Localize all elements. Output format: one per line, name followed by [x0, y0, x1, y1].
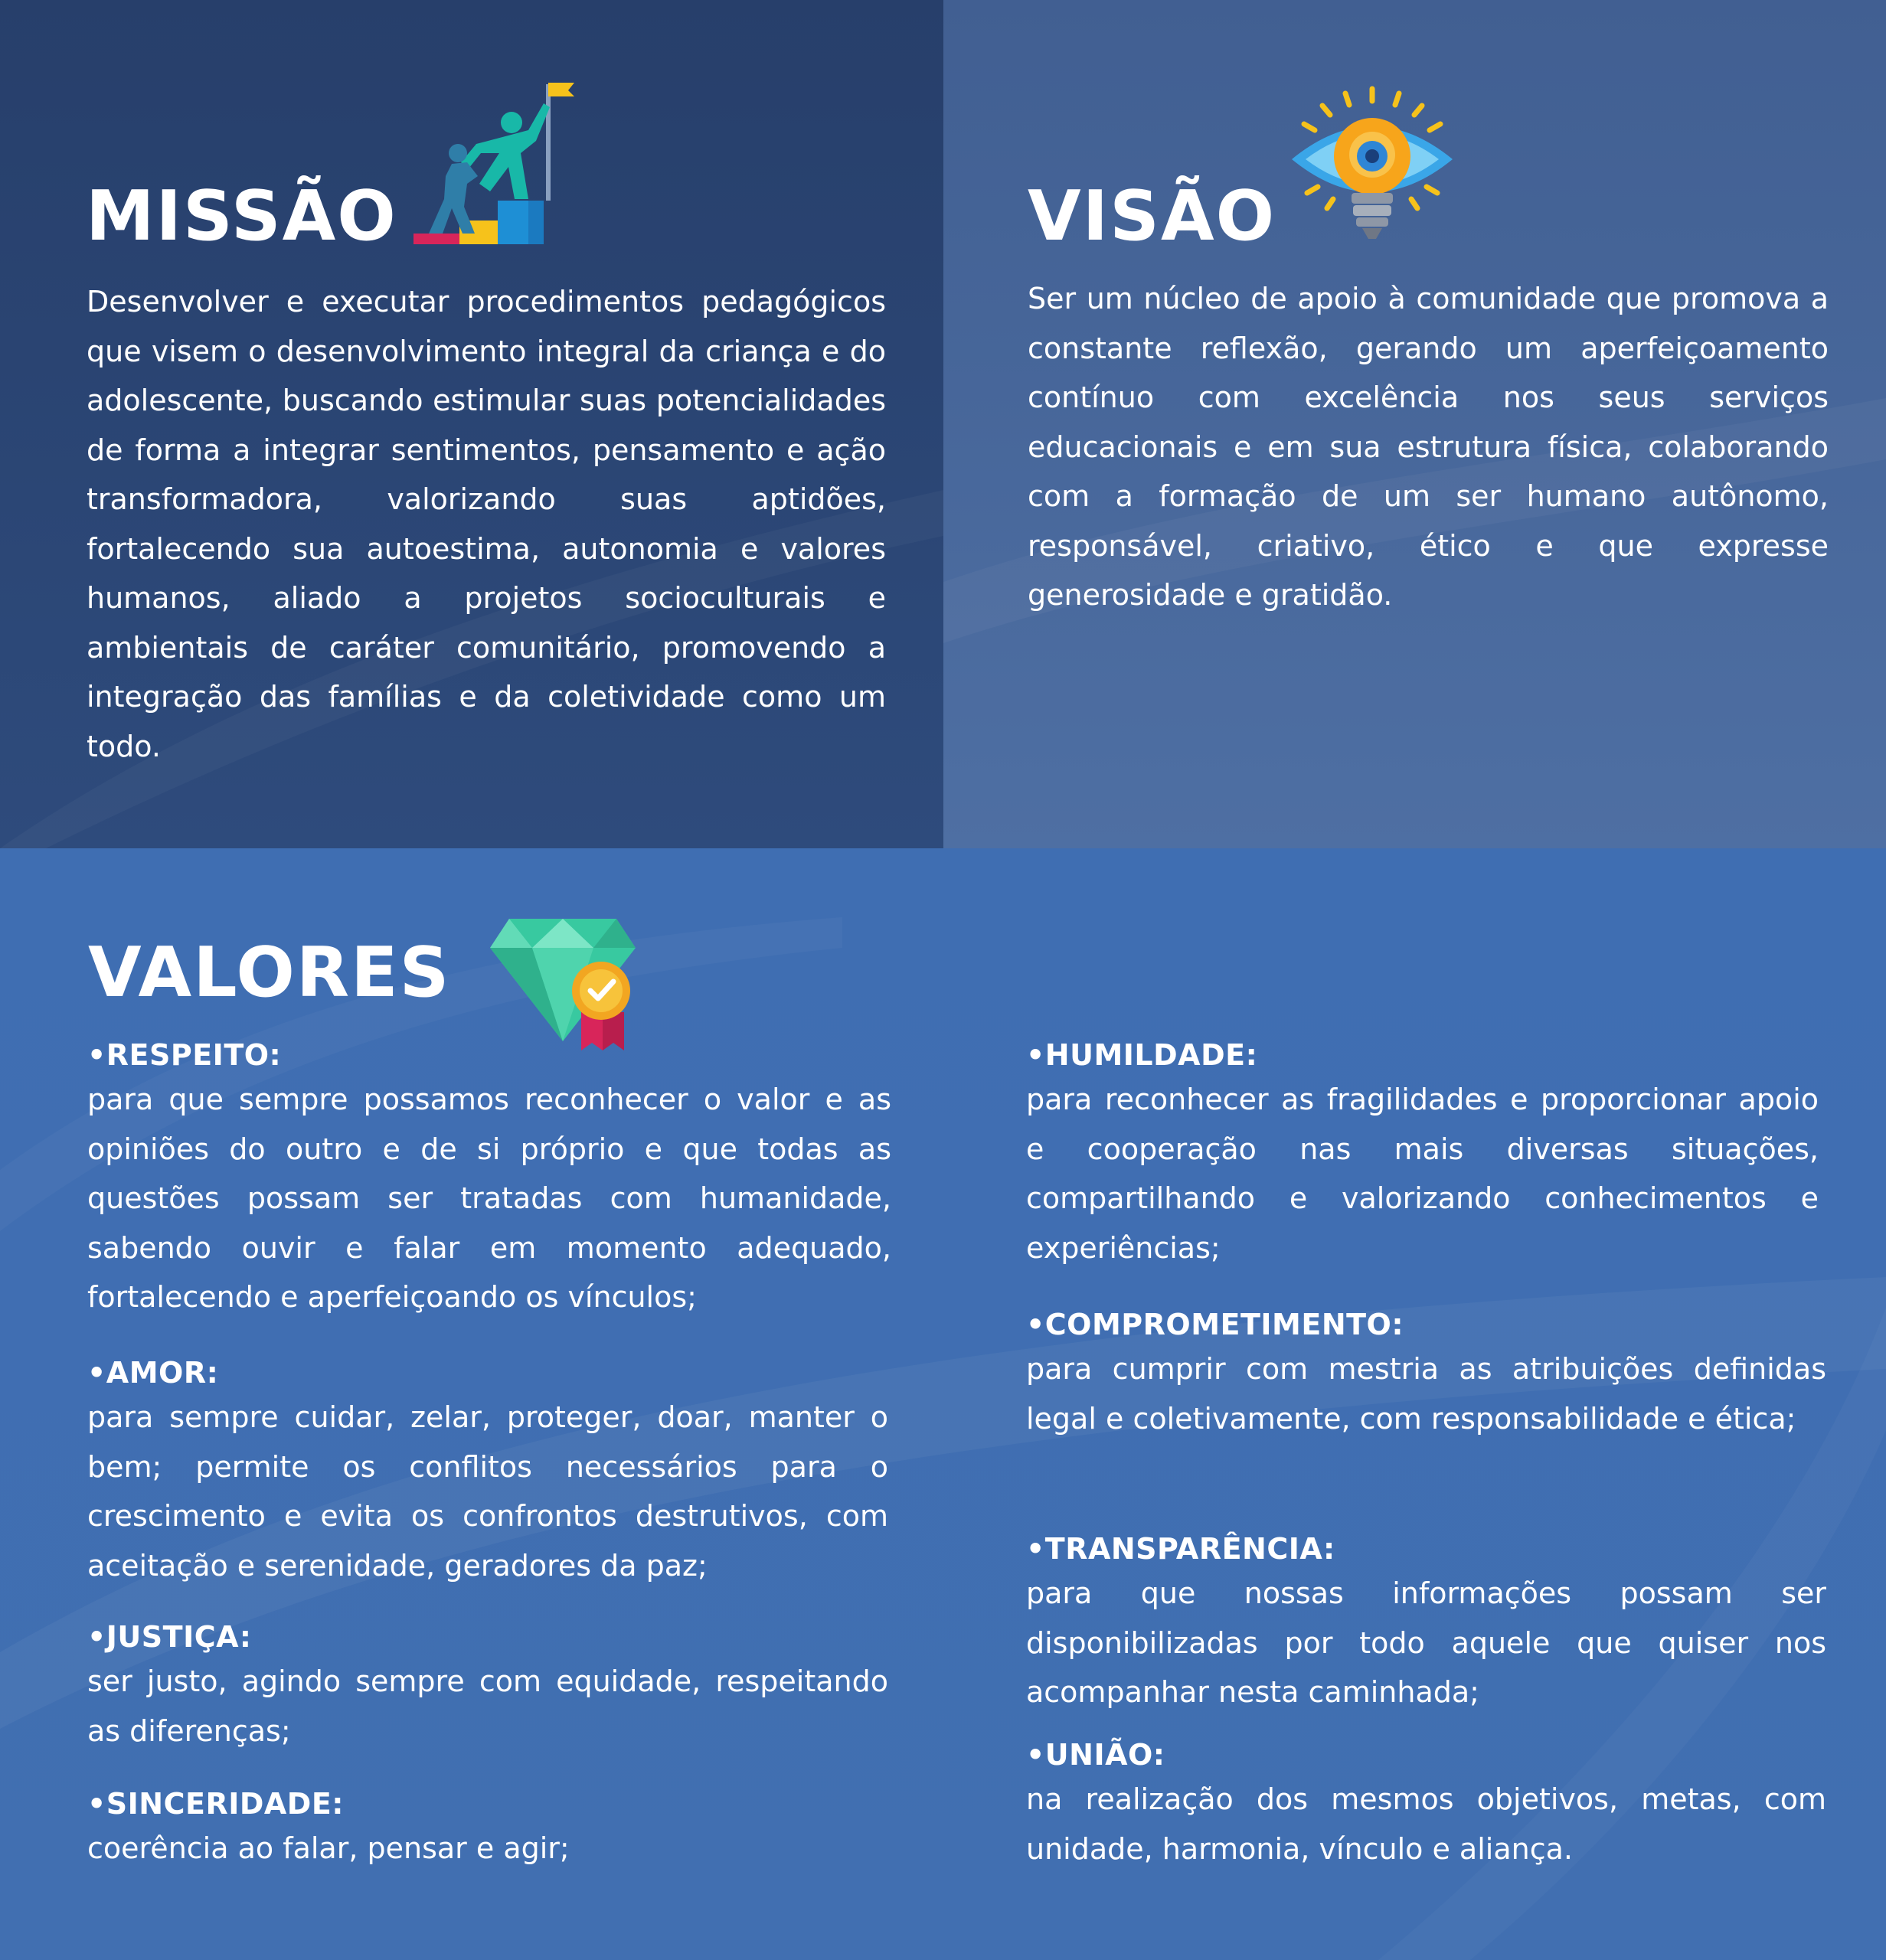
value-title: •HUMILDADE: — [1026, 1038, 1258, 1072]
visao-panel — [943, 0, 1886, 848]
missao-title: MISSÃO — [86, 176, 397, 256]
value-title: •AMOR: — [87, 1356, 219, 1390]
value-description: para cumprir com mestria as atribuições definidas legal e coletivamente, com responsabilidade e ética; — [1026, 1352, 1826, 1436]
visao-title: VISÃO — [1028, 176, 1276, 256]
value-respeito — [87, 1035, 891, 1322]
visao-text: Ser um núcleo de apoio à comunidade que promova a constante reflexão, gerando um aperfeiçoamento contínuo com excelência nos seus serviços educacionais e em sua estrutura física, colaborando com a formação de um ser humano autônomo, responsável, criativo, ético e que expresse generosidade e gratidão. — [1028, 282, 1829, 612]
climbing-people-flag-icon — [413, 77, 582, 253]
value-justica — [87, 1617, 888, 1756]
value-humildade — [1026, 1035, 1819, 1272]
valores-panel — [0, 848, 1886, 1960]
value-description: para que nossas informações possam ser disponibilizadas por todo aquele que quiser nos acompanhar nesta caminhada; — [1026, 1576, 1826, 1709]
value-title: •UNIÃO: — [1026, 1738, 1165, 1772]
value-description: para que sempre possamos reconhecer o valor e as opiniões do outro e de si próprio e que todas as questões possam ser tratadas com humanidade, sabendo ouvir e falar em momento adequado, fortalecendo e aperfeiçoando os vínculos; — [87, 1083, 891, 1314]
value-sinceridade — [87, 1784, 888, 1873]
value-title: •SINCERIDADE: — [87, 1787, 344, 1821]
value-uniao — [1026, 1735, 1826, 1873]
value-transparencia — [1026, 1529, 1826, 1717]
value-description: para sempre cuidar, zelar, proteger, doar, manter o bem; permite os conflitos necessários para o crescimento e evita os confrontos destrutivos, com aceitação e serenidade, geradores da paz; — [87, 1400, 888, 1583]
value-amor — [87, 1353, 888, 1590]
valores-title: VALORES — [88, 933, 451, 1013]
missao-panel — [0, 0, 943, 848]
value-description: coerência ao falar, pensar e agir; — [87, 1831, 570, 1865]
value-comprometimento — [1026, 1305, 1826, 1443]
value-title: •COMPROMETIMENTO: — [1026, 1308, 1404, 1341]
value-title: •RESPEITO: — [87, 1038, 282, 1072]
missao-text: Desenvolver e executar procedimentos pedagógicos que visem o desenvolvimento integral da criança e do adolescente, buscando estimular suas potencialidades de forma a integrar sentimentos, pensamento e ação transformadora, valorizando suas aptidões, fortalecendo sua autoestima, autonomia e valores humanos, aliado a projetos socioculturais e ambientais de caráter comunitário, promovendo a integração das famílias e da coletividade como um todo. — [87, 285, 886, 763]
lightbulb-eye-icon — [1284, 86, 1460, 254]
value-description: para reconhecer as fragilidades e proporcionar apoio e cooperação nas mais diversas situações, compartilhando e valorizando conhecimentos e experiências; — [1026, 1083, 1819, 1265]
value-title: •JUSTIÇA: — [87, 1620, 252, 1654]
value-description: na realização dos mesmos objetivos, metas, com unidade, harmonia, vínculo e aliança. — [1026, 1782, 1826, 1866]
value-description: ser justo, agindo sempre com equidade, respeitando as diferenças; — [87, 1664, 888, 1748]
value-title: •TRANSPARÊNCIA: — [1026, 1532, 1335, 1566]
